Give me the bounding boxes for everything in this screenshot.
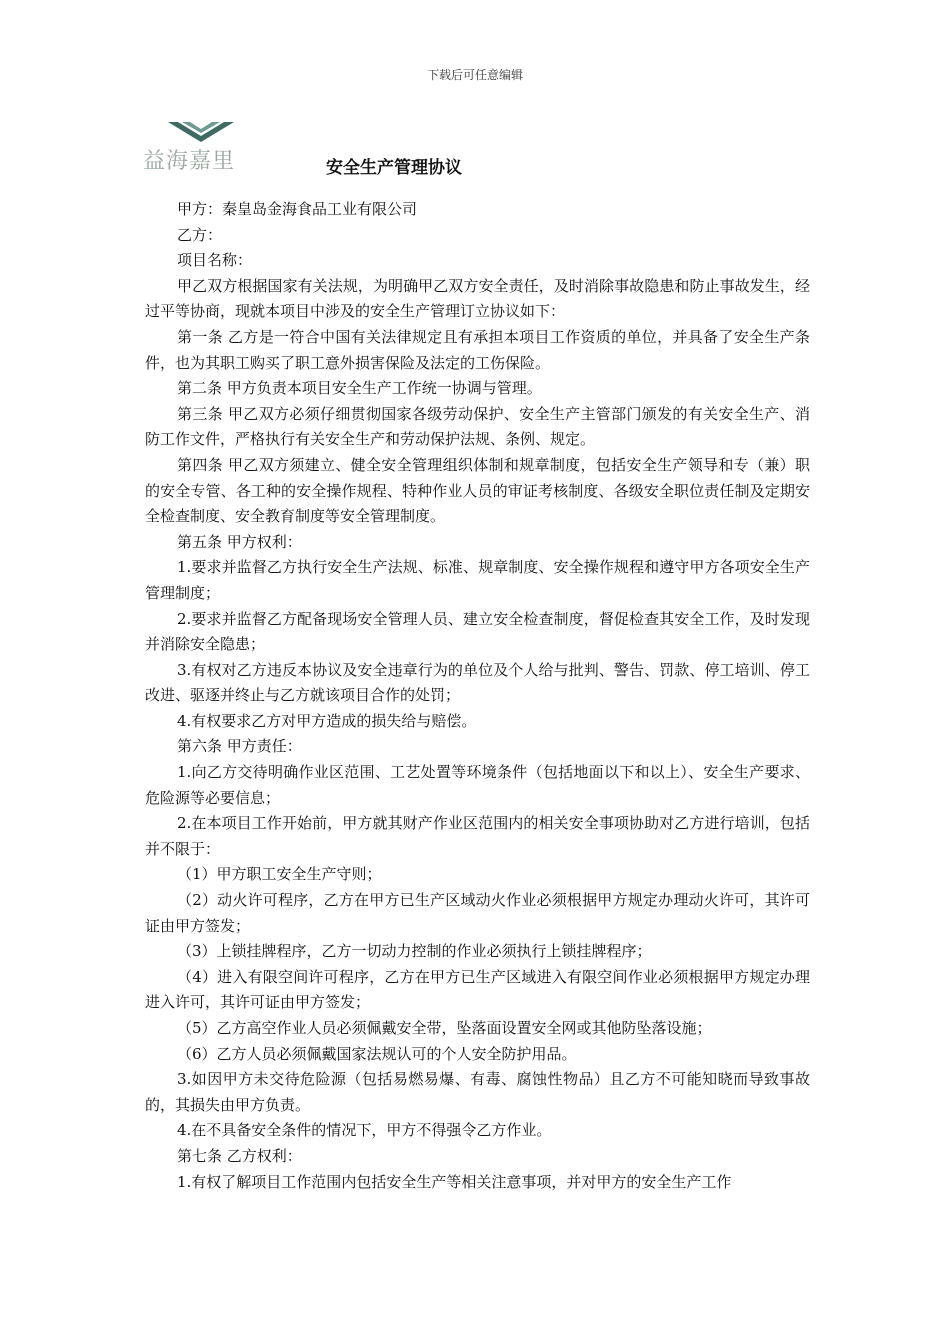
paragraph: 1.要求并监督乙方执行安全生产法规、标准、规章制度、安全操作规程和遵守甲方各项安全生产管理制度； xyxy=(145,558,810,602)
paragraph: 甲乙双方根据国家有关法规，为明确甲乙双方安全责任，及时消除事故隐患和防止事故发生，经过平等协商，现就本项目中涉及的安全生产管理订立协议如下： xyxy=(145,276,810,321)
paragraph: 项目名称： xyxy=(177,251,253,270)
paragraph: （6）乙方人员必须佩戴国家法规认可的个人安全防护用品。 xyxy=(177,1044,577,1063)
paragraph: （5）乙方高空作业人员必须佩戴安全带，坠落面设置安全网或其他防坠落设施； xyxy=(177,1019,712,1037)
paragraph: 第一条 乙方是一符合中国有关法律规定且有承担本项目工作资质的单位，并具备了安全生产条件，也为其职工购买了职工意外损害保险及法定的工伤保险。 xyxy=(145,327,810,372)
paragraph: 2.要求并监督乙方配备现场安全管理人员、建立安全检查制度，督促检查其安全工作，及时发现并消除安全隐患； xyxy=(145,609,810,654)
company-logo xyxy=(143,122,263,174)
logo-chevron-icon xyxy=(168,122,234,142)
paragraph: 第六条 甲方责任： xyxy=(177,737,302,756)
paragraph: 第七条 乙方权利： xyxy=(177,1146,302,1165)
logo-text: 益海嘉里 xyxy=(143,149,236,174)
paragraph: 第四条 甲乙双方须建立、健全安全管理组织体制和规章制度，包括安全生产领导和专（兼）职的安全专管、各工种的安全操作规程、特种作业人员的审证考核制度、各级安全职位责任制及定期安全检查制度、安全教育制度等安全管理制度。 xyxy=(145,455,810,526)
document-title: 安全生产管理协议 xyxy=(326,158,462,178)
header-note: 下载后可任意编辑 xyxy=(426,68,523,82)
paragraph: 3.如因甲方未交待危险源（包括易燃易爆、有毒、腐蚀性物品）且乙方不可能知晓而导致事故的，其损失由甲方负责。 xyxy=(145,1070,810,1114)
paragraph: 甲方：秦皇岛金海食品工业有限公司 xyxy=(177,200,418,218)
paragraph: （1）甲方职工安全生产守则； xyxy=(177,865,382,884)
paragraph: （3）上锁挂牌程序，乙方一切动力控制的作业必须执行上锁挂牌程序； xyxy=(177,942,652,961)
paragraph: 3.有权对乙方违反本协议及安全违章行为的单位及个人给与批判、警告、罚款、停工培训、停工改进、驱逐并终止与乙方就该项目合作的处罚； xyxy=(145,660,810,705)
paragraph: 4.在不具备安全条件的情况下，甲方不得强令乙方作业。 xyxy=(177,1121,552,1140)
paragraph: 2.在本项目工作开始前，甲方就其财产作业区范围内的相关安全事项协助对乙方进行培训，包括并不限于： xyxy=(145,814,810,858)
document-body xyxy=(145,197,810,1195)
paragraph: 1.有权了解项目工作范围内包括安全生产等相关注意事项，并对甲方的安全生产工作 xyxy=(177,1172,732,1191)
paragraph: 1.向乙方交待明确作业区范围、工艺处置等环境条件（包括地面以下和以上）、安全生产要求、危险源等必要信息； xyxy=(145,763,810,807)
paragraph: 第五条 甲方权利： xyxy=(177,532,302,551)
paragraph: 乙方： xyxy=(177,225,223,244)
paragraph: 第二条 甲方负责本项目安全生产工作统一协调与管理。 xyxy=(177,379,542,398)
paragraph: 第三条 甲乙双方必须仔细贯彻国家各级劳动保护、安全生产主管部门颁发的有关安全生产、消防工作文件，严格执行有关安全生产和劳动保护法规、条例、规定。 xyxy=(145,404,810,449)
paragraph: 4.有权要求乙方对甲方造成的损失给与赔偿。 xyxy=(177,711,477,730)
paragraph: （2）动火许可程序，乙方在甲方已生产区域动火作业必须根据甲方规定办理动火许可，其许可证由甲方签发； xyxy=(145,891,810,935)
paragraph: （4）进入有限空间许可程序，乙方在甲方已生产区域进入有限空间作业必须根据甲方规定办理进入许可，其许可证由甲方签发； xyxy=(145,967,810,1012)
